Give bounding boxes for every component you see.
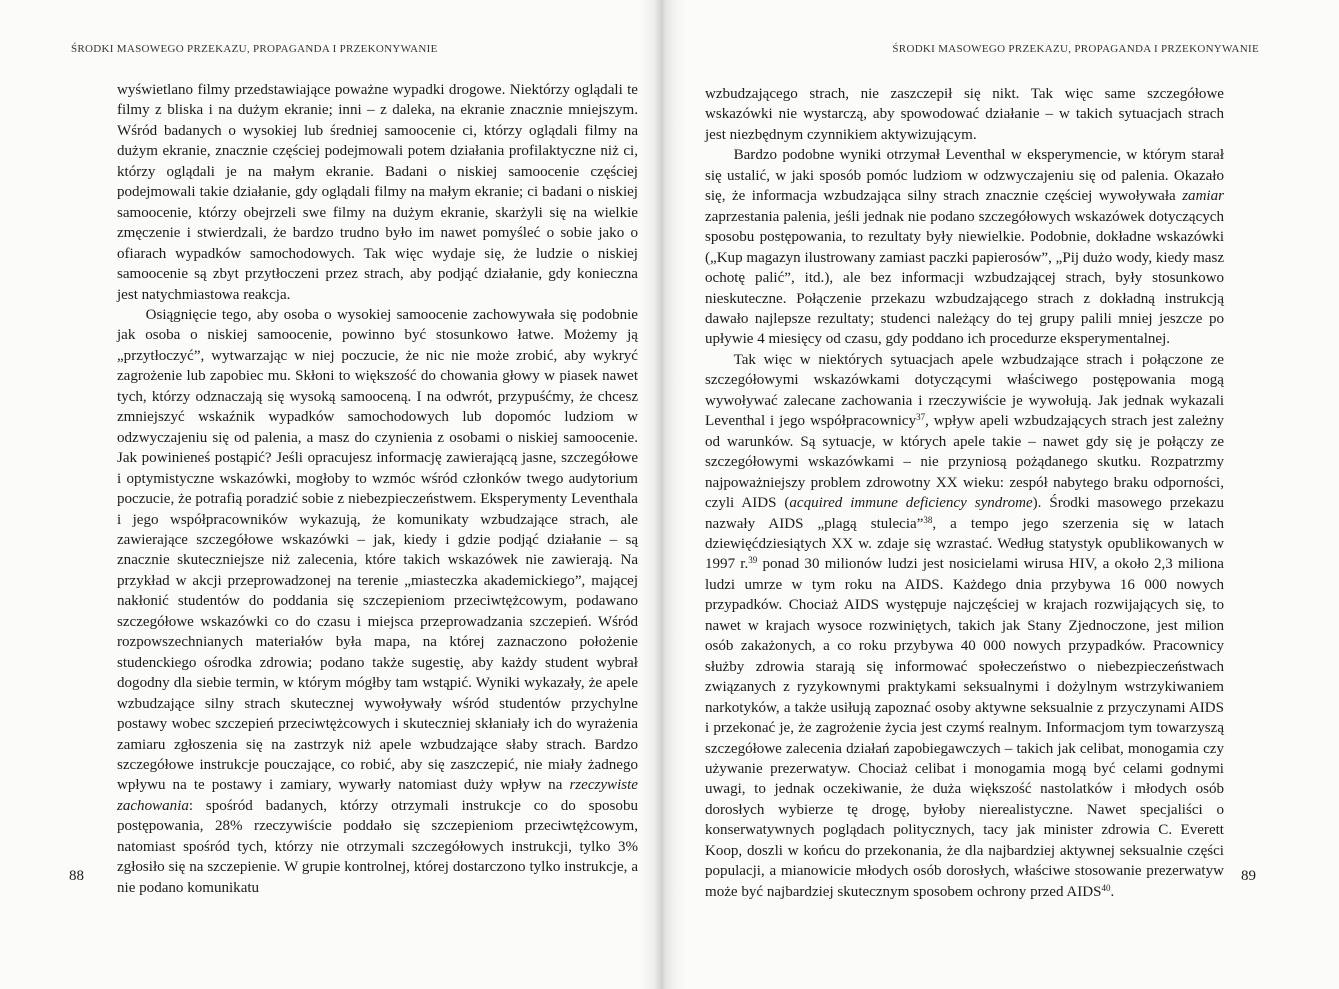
- footnote-ref: 38: [923, 514, 933, 525]
- body-text: [705, 84, 1224, 902]
- body-text: [117, 80, 638, 898]
- footnote-ref: 40: [1101, 882, 1111, 893]
- paragraph: Osiągnięcie tego, aby osoba o wysokiej samoocenie zachowywała się podobnie jak osoba o niskiej samoocenie, powinno być stosunkowo łatwe. Możemy ją „przytłoczyć”, wytwarzając w niej poczucie, że nic nie może zrobić, aby wykryć zagrożenie lub zapobiec mu. Skłoni to większość do chowania głowy w piasek nawet tych, którzy odznaczają się wysoką samooceną. I na odwrót, przypuśćmy, że chcesz zmniejszyć wskaźnik wypadków samochodowych lub dopomóc ludziom w odzwyczajeniu się od palenia, a masz do czynienia z osobami o niskiej samoocenie. Jak powinieneś postąpić? Jeśli opracujesz informację zawierającą jasne, szczegółowe i optymistyczne wskazówki, mogłoby to wzmóc wśród członków twego audytorium poczucie, że potrafią poradzić sobie z niebezpieczeństwem. Eksperymenty Leventhala i jego współpracowników wykazują, że komunikaty wzbudzające strach, ale zawierające szczegółowe wskazówki – jak, kiedy i gdzie podjąć działanie – są znacznie skuteczniejsze niż zalecenia, które takich wskazówek nie zawierają. Na przykład w akcji przeprowadzonej na terenie „miasteczka akademickiego”, mającej nakłonić studentów do poddania się szczepieniom przeciwtężcowym, podawano szczegółowe wskazówki co do czasu i miejsca przeprowadzania szczepień. Wśród rozpowszechnianych materiałów była mapa, na której zaznaczono położenie studenckiego ośrodka zdrowia; podano także sugestię, aby każdy student wybrał dogodny dla siebie termin, w którym mógłby tam wstąpić. Wyniki wykazały, że apele wzbudzające silny strach skutecznej wywoływały wśród studentów przychylne postawy wobec szczepień przeciwtężcowych i skuteczniej skłaniały ich do wyrażenia zamiaru zgłoszenia się na zastrzyk niż apele wzbudzające słaby strach. Bardzo szczegółowe instrukcje pouczające, co robić, aby się zaszczepić, nie miały żadnego wpływu na te postawy i zamiary, wywarły natomiast duży wpływ na rzeczywiste zachowania: spośród badanych, którzy otrzymali instrukcje co do sposobu postępowania, 28% rzeczywiście poddało się szczepieniom przeciwtężcowym, natomiast spośród tych, którzy nie otrzymali szczegółowych instrukcji, tylko 3% zgłosiło się na szczepienie. W grupie kontrolnej, której dostarczono tylko instrukcje, a nie podano komunikatu: [117, 306, 638, 896]
- paragraph: wyświetlano filmy przedstawiające poważne wypadki drogowe. Niektórzy oglądali te filmy z bliska i na dużym ekranie; inni – z daleka, na ekranie znacznie mniejszym. Wśród badanych o wysokiej lub średniej samoocenie ci, którzy oglądali filmy na dużym ekranie, znacznie częściej podejmowali potem działania profilaktyczne niż ci, którzy oglądali je na małym ekranie. Badani o niskiej samoocenie częściej podejmowali takie działanie, gdy oglądali filmy na małym ekranie; ci badani o niskiej samoocenie, którzy obejrzeli swe filmy na dużym ekranie, skarżyli się na wielkie zmęczenie i stwierdzali, że bardzo trudno było im nawet pomyśleć o sobie jako o ofiarach wypadków samochodowych. Tak więc wydaje się, że ludzie o niskiej samoocenie są zbyt przytłoczeni przez strach, aby podjąć działanie, gdy konieczna jest natychmiastowa reakcja.: [117, 82, 638, 303]
- running-head: ŚRODKI MASOWEGO PRZEKAZU, PROPAGANDA I PRZEKONYWANIE: [71, 43, 438, 55]
- footnote-ref: 37: [916, 412, 926, 423]
- paragraph: wzbudzającego strach, nie zaszczepił się nikt. Tak więc same szczegółowe wskazówki nie wystarczą, aby spowodować działanie – w takich sytuacjach strach jest niezbędnym czynnikiem aktywizującym.: [705, 86, 1224, 143]
- footnote-ref: 39: [748, 555, 758, 566]
- page-number: 88: [69, 868, 84, 884]
- paragraph: Bardzo podobne wyniki otrzymał Leventhal w eksperymencie, w którym starał się ustalić, w jaki sposób pomóc ludziom w odzwyczajeniu się od palenia. Okazało się, że informacja wzbudzająca silny strach znacznie częściej wywoływała zamiar zaprzestania palenia, jeśli jednak nie podano szczegółowych wskazówek dotyczących sposobu postępowania, to rezultaty były niewielkie. Podobnie, dokładne wskazówki („Kup magazyn ilustrowany zamiast paczki papierosów”, „Pij dużo wody, kiedy masz ochotę palić”, itd.), ale bez informacji wzbudzającej strach, były stosunkowo nieskuteczne. Połączenie przekazu wzbudzającego strach z dokładną instrukcją dawało najlepsze rezultaty; studenci należący do tej grupy palili mniej jeszcze po upływie 4 miesięcy od czasu, gdy poddano ich procedurze eksperymentalnej.: [705, 147, 1224, 348]
- emphasis: rzeczywiste zachowania: [117, 777, 638, 814]
- emphasis: acquired immune deficiency syndrome: [789, 495, 1033, 512]
- paragraph: Tak więc w niektórych sytuacjach apele wzbudzające strach i połączone ze szczegółowymi wskazówkami dotyczącymi właściwego postępowania mogą wywoływać zalecane zachowania i rzeczywiście je wywołują. Jak jednak wykazali Leventhal i jego współpracownicy$^{37}$, wpływ apeli wzbudzających strach jest zależny od warunków. Są sytuacje, w których apele takie – nawet gdy się je połączy ze szczegółowymi wskazówkami – nie przyniosą pożądanego skutku. Rozpatrzmy najpoważniejszy problem zdrowotny XX wieku: zespół nabytego braku odporności, czyli AIDS (acquired immune deficiency syndrome). Środki masowego przekazu nazwały AIDS „plagą stulecia”$^{38}$, a tempo jego szerzenia się w latach dziewięćdziesiątych XX w. zdaje się wzrastać. Według statystyk opublikowanych w 1997 r.$^{39}$ ponad 30 milionów ludzi jest nosicielami wirusa HIV, a około 2,3 miliona ludzi umrze w tym roku na AIDS. Każdego dnia przybywa 16 000 nowych przypadków. Chociaż AIDS występuje najczęściej w krajach rozwijających się, to nawet w krajach wysoce rozwiniętych, takich jak Stany Zjednoczone, jest milion osób zakażonych, a co roku przybywa 40 000 nowych przypadków. Pracownicy służby zdrowia starają się informować społeczeństwo o niebezpieczeństwach związanych z ryzykownymi praktykami seksualnymi i dożylnym wstrzykiwaniem narkotyków, a także usiłują zapoznać osoby aktywne seksualnie z przyczynami AIDS i przekonać je, że zagrożenie życia jest czymś realnym. Informacjom tym towarzyszą szczegółowe zalecenia działań zapobiegawczych – takich jak celibat, monogamia czy używanie prezerwatyw. Chociaż celibat i monogamia mogą być celami godnymi uwagi, to jednak oczekiwanie, że duża większość nastolatków i młodych osób dorosłych wybierze tę drogę, byłoby nierealistyczne. Nawet specjaliści o konserwatywnych poglądach politycznych, tacy jak minister zdrowia C. Everett Koop, doszli w końcu do przekonania, że dla najbardziej aktywnej seksualnie części populacji, a mianowicie młodych osób dorosłych, właściwe stosowanie prezerwatyw może być najbardziej skutecznym sposobem ochrony przed AIDS$^{40}$.: [705, 351, 1225, 900]
- left-page: [0, 0, 665, 989]
- right-page: [668, 0, 1339, 989]
- running-head: ŚRODKI MASOWEGO PRZEKAZU, PROPAGANDA I PRZEKONYWANIE: [892, 43, 1259, 55]
- page-number: 89: [1241, 868, 1256, 884]
- emphasis: zamiar: [1182, 188, 1224, 205]
